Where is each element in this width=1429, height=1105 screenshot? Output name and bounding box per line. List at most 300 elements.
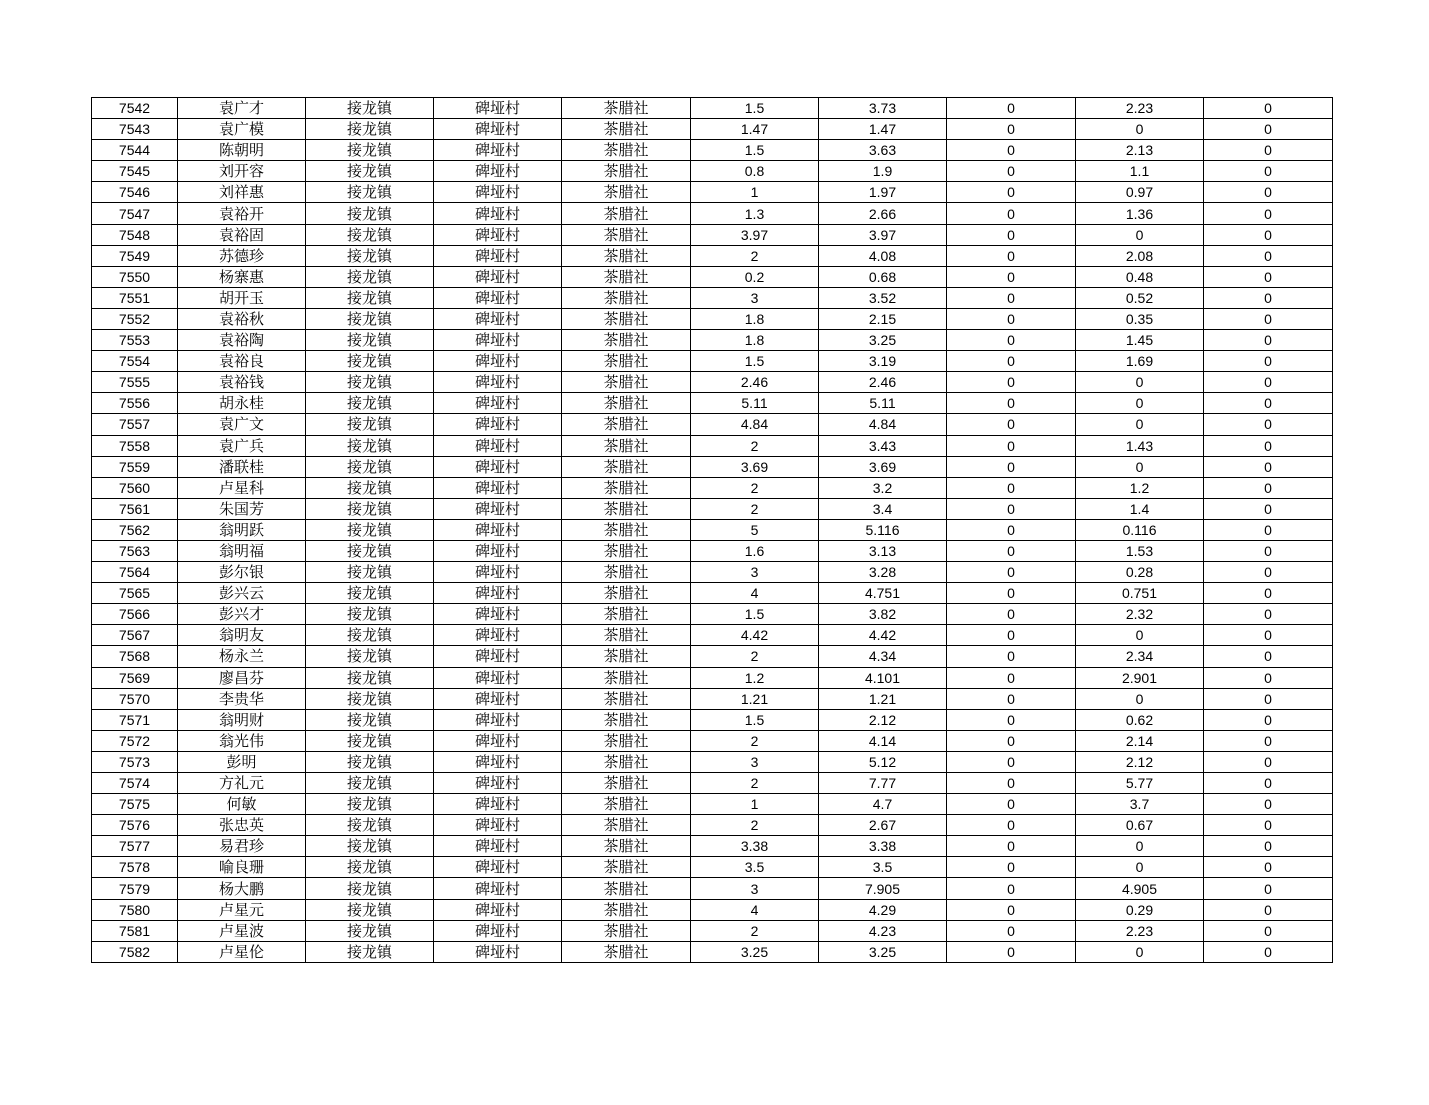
cell-name: 潘联桂 xyxy=(178,456,306,477)
cell-record-id: 7557 xyxy=(92,414,178,435)
cell-value-a: 1 xyxy=(691,182,819,203)
cell-value-b: 3.97 xyxy=(819,224,947,245)
table-row xyxy=(92,709,1333,730)
cell-value-c: 0 xyxy=(947,899,1076,920)
cell-value-d: 1.69 xyxy=(1076,351,1204,372)
cell-name: 方礼元 xyxy=(178,773,306,794)
cell-record-id: 7545 xyxy=(92,161,178,182)
cell-value-a: 1.21 xyxy=(691,688,819,709)
cell-group: 茶腊社 xyxy=(562,836,691,857)
cell-value-e: 0 xyxy=(1204,815,1333,836)
cell-value-e: 0 xyxy=(1204,245,1333,266)
cell-value-c: 0 xyxy=(947,815,1076,836)
cell-value-c: 0 xyxy=(947,351,1076,372)
cell-village: 碑垭村 xyxy=(434,203,562,224)
cell-group: 茶腊社 xyxy=(562,203,691,224)
cell-value-d: 3.7 xyxy=(1076,794,1204,815)
cell-village: 碑垭村 xyxy=(434,878,562,899)
cell-village: 碑垭村 xyxy=(434,287,562,308)
cell-value-e: 0 xyxy=(1204,688,1333,709)
cell-town: 接龙镇 xyxy=(306,625,434,646)
table-row xyxy=(92,794,1333,815)
table-row xyxy=(92,203,1333,224)
cell-value-b: 3.25 xyxy=(819,941,947,962)
cell-village: 碑垭村 xyxy=(434,625,562,646)
cell-group: 茶腊社 xyxy=(562,519,691,540)
cell-group: 茶腊社 xyxy=(562,245,691,266)
table-row xyxy=(92,646,1333,667)
cell-record-id: 7548 xyxy=(92,224,178,245)
cell-record-id: 7546 xyxy=(92,182,178,203)
cell-value-c: 0 xyxy=(947,308,1076,329)
cell-value-c: 0 xyxy=(947,519,1076,540)
cell-value-d: 0 xyxy=(1076,857,1204,878)
cell-village: 碑垭村 xyxy=(434,456,562,477)
cell-town: 接龙镇 xyxy=(306,857,434,878)
cell-village: 碑垭村 xyxy=(434,477,562,498)
cell-value-a: 2 xyxy=(691,477,819,498)
cell-record-id: 7550 xyxy=(92,266,178,287)
cell-name: 刘祥惠 xyxy=(178,182,306,203)
cell-value-b: 3.69 xyxy=(819,456,947,477)
cell-value-a: 5.11 xyxy=(691,393,819,414)
cell-value-d: 1.4 xyxy=(1076,498,1204,519)
cell-village: 碑垭村 xyxy=(434,266,562,287)
cell-value-e: 0 xyxy=(1204,498,1333,519)
cell-name: 杨大鹏 xyxy=(178,878,306,899)
cell-group: 茶腊社 xyxy=(562,773,691,794)
cell-value-b: 2.12 xyxy=(819,709,947,730)
cell-value-c: 0 xyxy=(947,98,1076,119)
cell-value-e: 0 xyxy=(1204,266,1333,287)
table-row xyxy=(92,414,1333,435)
cell-village: 碑垭村 xyxy=(434,182,562,203)
cell-value-a: 2 xyxy=(691,815,819,836)
cell-town: 接龙镇 xyxy=(306,308,434,329)
cell-town: 接龙镇 xyxy=(306,182,434,203)
cell-value-b: 4.29 xyxy=(819,899,947,920)
cell-value-d: 0.48 xyxy=(1076,266,1204,287)
cell-value-e: 0 xyxy=(1204,477,1333,498)
cell-village: 碑垭村 xyxy=(434,941,562,962)
table-row xyxy=(92,519,1333,540)
cell-value-e: 0 xyxy=(1204,224,1333,245)
cell-town: 接龙镇 xyxy=(306,393,434,414)
cell-value-c: 0 xyxy=(947,393,1076,414)
cell-value-b: 7.77 xyxy=(819,773,947,794)
cell-village: 碑垭村 xyxy=(434,604,562,625)
cell-village: 碑垭村 xyxy=(434,920,562,941)
table-row xyxy=(92,625,1333,646)
cell-group: 茶腊社 xyxy=(562,815,691,836)
cell-value-e: 0 xyxy=(1204,435,1333,456)
cell-value-c: 0 xyxy=(947,203,1076,224)
cell-record-id: 7570 xyxy=(92,688,178,709)
cell-town: 接龙镇 xyxy=(306,119,434,140)
data-table xyxy=(91,97,1333,963)
cell-value-c: 0 xyxy=(947,836,1076,857)
cell-name: 袁裕开 xyxy=(178,203,306,224)
cell-town: 接龙镇 xyxy=(306,498,434,519)
cell-value-c: 0 xyxy=(947,794,1076,815)
cell-town: 接龙镇 xyxy=(306,245,434,266)
cell-record-id: 7581 xyxy=(92,920,178,941)
cell-village: 碑垭村 xyxy=(434,351,562,372)
cell-town: 接龙镇 xyxy=(306,330,434,351)
cell-group: 茶腊社 xyxy=(562,878,691,899)
cell-village: 碑垭村 xyxy=(434,498,562,519)
cell-town: 接龙镇 xyxy=(306,920,434,941)
cell-record-id: 7544 xyxy=(92,140,178,161)
cell-value-e: 0 xyxy=(1204,920,1333,941)
cell-name: 杨永兰 xyxy=(178,646,306,667)
cell-village: 碑垭村 xyxy=(434,119,562,140)
cell-value-b: 4.14 xyxy=(819,730,947,751)
cell-group: 茶腊社 xyxy=(562,498,691,519)
table-row xyxy=(92,330,1333,351)
cell-record-id: 7552 xyxy=(92,308,178,329)
cell-value-a: 3 xyxy=(691,751,819,772)
cell-record-id: 7579 xyxy=(92,878,178,899)
cell-value-b: 5.11 xyxy=(819,393,947,414)
cell-town: 接龙镇 xyxy=(306,435,434,456)
cell-record-id: 7580 xyxy=(92,899,178,920)
cell-village: 碑垭村 xyxy=(434,308,562,329)
cell-value-a: 1.5 xyxy=(691,98,819,119)
table-row xyxy=(92,730,1333,751)
cell-value-a: 2 xyxy=(691,646,819,667)
cell-value-d: 2.12 xyxy=(1076,751,1204,772)
cell-name: 喻良珊 xyxy=(178,857,306,878)
cell-group: 茶腊社 xyxy=(562,646,691,667)
cell-town: 接龙镇 xyxy=(306,351,434,372)
table-row xyxy=(92,287,1333,308)
cell-village: 碑垭村 xyxy=(434,773,562,794)
cell-value-b: 4.751 xyxy=(819,583,947,604)
cell-record-id: 7567 xyxy=(92,625,178,646)
cell-village: 碑垭村 xyxy=(434,688,562,709)
cell-value-a: 1.5 xyxy=(691,604,819,625)
cell-value-a: 1.3 xyxy=(691,203,819,224)
cell-village: 碑垭村 xyxy=(434,857,562,878)
cell-name: 袁裕钱 xyxy=(178,372,306,393)
cell-value-a: 1.2 xyxy=(691,667,819,688)
cell-value-a: 2 xyxy=(691,435,819,456)
cell-value-a: 1.5 xyxy=(691,140,819,161)
cell-group: 茶腊社 xyxy=(562,794,691,815)
cell-value-e: 0 xyxy=(1204,182,1333,203)
cell-value-b: 0.68 xyxy=(819,266,947,287)
cell-value-d: 0.67 xyxy=(1076,815,1204,836)
cell-value-b: 3.43 xyxy=(819,435,947,456)
cell-value-b: 4.08 xyxy=(819,245,947,266)
cell-value-e: 0 xyxy=(1204,646,1333,667)
cell-name: 胡开玉 xyxy=(178,287,306,308)
cell-name: 袁广文 xyxy=(178,414,306,435)
cell-value-d: 0.116 xyxy=(1076,519,1204,540)
cell-value-d: 5.77 xyxy=(1076,773,1204,794)
cell-value-d: 1.36 xyxy=(1076,203,1204,224)
cell-value-e: 0 xyxy=(1204,519,1333,540)
cell-value-d: 0 xyxy=(1076,224,1204,245)
cell-village: 碑垭村 xyxy=(434,98,562,119)
cell-value-b: 4.34 xyxy=(819,646,947,667)
table-row xyxy=(92,920,1333,941)
table-body xyxy=(92,98,1333,963)
cell-value-d: 0 xyxy=(1076,688,1204,709)
cell-value-b: 3.19 xyxy=(819,351,947,372)
cell-village: 碑垭村 xyxy=(434,815,562,836)
cell-town: 接龙镇 xyxy=(306,899,434,920)
cell-group: 茶腊社 xyxy=(562,583,691,604)
table-row xyxy=(92,815,1333,836)
cell-value-c: 0 xyxy=(947,266,1076,287)
cell-value-d: 0.62 xyxy=(1076,709,1204,730)
cell-town: 接龙镇 xyxy=(306,604,434,625)
cell-village: 碑垭村 xyxy=(434,709,562,730)
cell-value-c: 0 xyxy=(947,773,1076,794)
table-row xyxy=(92,435,1333,456)
cell-town: 接龙镇 xyxy=(306,878,434,899)
table-row xyxy=(92,308,1333,329)
cell-value-d: 1.45 xyxy=(1076,330,1204,351)
cell-value-d: 4.905 xyxy=(1076,878,1204,899)
cell-value-e: 0 xyxy=(1204,773,1333,794)
cell-value-c: 0 xyxy=(947,667,1076,688)
cell-value-e: 0 xyxy=(1204,941,1333,962)
cell-group: 茶腊社 xyxy=(562,604,691,625)
cell-value-d: 0.97 xyxy=(1076,182,1204,203)
cell-value-b: 1.47 xyxy=(819,119,947,140)
cell-value-d: 2.23 xyxy=(1076,98,1204,119)
cell-record-id: 7563 xyxy=(92,540,178,561)
cell-value-b: 1.9 xyxy=(819,161,947,182)
cell-value-a: 3 xyxy=(691,287,819,308)
cell-value-e: 0 xyxy=(1204,562,1333,583)
cell-town: 接龙镇 xyxy=(306,815,434,836)
cell-value-e: 0 xyxy=(1204,583,1333,604)
cell-value-d: 0.52 xyxy=(1076,287,1204,308)
cell-value-c: 0 xyxy=(947,646,1076,667)
cell-name: 易君珍 xyxy=(178,836,306,857)
table-row xyxy=(92,941,1333,962)
table-row xyxy=(92,604,1333,625)
cell-value-b: 5.116 xyxy=(819,519,947,540)
cell-value-c: 0 xyxy=(947,941,1076,962)
cell-value-b: 1.97 xyxy=(819,182,947,203)
cell-value-a: 3.5 xyxy=(691,857,819,878)
cell-record-id: 7547 xyxy=(92,203,178,224)
cell-value-c: 0 xyxy=(947,372,1076,393)
cell-value-c: 0 xyxy=(947,562,1076,583)
cell-value-a: 4.42 xyxy=(691,625,819,646)
cell-value-a: 4 xyxy=(691,583,819,604)
table-row xyxy=(92,751,1333,772)
cell-value-c: 0 xyxy=(947,709,1076,730)
cell-group: 茶腊社 xyxy=(562,920,691,941)
cell-record-id: 7569 xyxy=(92,667,178,688)
cell-town: 接龙镇 xyxy=(306,372,434,393)
cell-value-c: 0 xyxy=(947,498,1076,519)
cell-value-c: 0 xyxy=(947,140,1076,161)
cell-value-a: 1.8 xyxy=(691,308,819,329)
cell-name: 袁裕良 xyxy=(178,351,306,372)
cell-name: 卢星元 xyxy=(178,899,306,920)
cell-value-b: 4.7 xyxy=(819,794,947,815)
table-row xyxy=(92,372,1333,393)
cell-value-c: 0 xyxy=(947,878,1076,899)
table-row xyxy=(92,456,1333,477)
cell-group: 茶腊社 xyxy=(562,667,691,688)
cell-name: 廖昌芬 xyxy=(178,667,306,688)
cell-value-e: 0 xyxy=(1204,625,1333,646)
cell-name: 卢星伦 xyxy=(178,941,306,962)
cell-town: 接龙镇 xyxy=(306,456,434,477)
cell-group: 茶腊社 xyxy=(562,857,691,878)
cell-value-b: 2.67 xyxy=(819,815,947,836)
cell-town: 接龙镇 xyxy=(306,836,434,857)
cell-town: 接龙镇 xyxy=(306,941,434,962)
cell-value-a: 2 xyxy=(691,773,819,794)
cell-value-b: 5.12 xyxy=(819,751,947,772)
cell-value-b: 2.46 xyxy=(819,372,947,393)
cell-town: 接龙镇 xyxy=(306,646,434,667)
table-row xyxy=(92,773,1333,794)
cell-name: 翁明财 xyxy=(178,709,306,730)
cell-village: 碑垭村 xyxy=(434,730,562,751)
cell-village: 碑垭村 xyxy=(434,794,562,815)
cell-name: 翁明友 xyxy=(178,625,306,646)
table-row xyxy=(92,498,1333,519)
cell-value-c: 0 xyxy=(947,540,1076,561)
cell-value-d: 0 xyxy=(1076,372,1204,393)
cell-town: 接龙镇 xyxy=(306,266,434,287)
cell-record-id: 7542 xyxy=(92,98,178,119)
cell-value-b: 3.25 xyxy=(819,330,947,351)
cell-value-d: 0 xyxy=(1076,625,1204,646)
cell-town: 接龙镇 xyxy=(306,709,434,730)
cell-town: 接龙镇 xyxy=(306,667,434,688)
cell-value-c: 0 xyxy=(947,857,1076,878)
cell-value-e: 0 xyxy=(1204,456,1333,477)
cell-value-a: 3 xyxy=(691,562,819,583)
cell-value-d: 0.35 xyxy=(1076,308,1204,329)
cell-name: 卢星波 xyxy=(178,920,306,941)
cell-value-d: 0 xyxy=(1076,414,1204,435)
cell-value-c: 0 xyxy=(947,414,1076,435)
cell-value-a: 0.8 xyxy=(691,161,819,182)
cell-record-id: 7556 xyxy=(92,393,178,414)
cell-value-e: 0 xyxy=(1204,372,1333,393)
table-row xyxy=(92,562,1333,583)
cell-town: 接龙镇 xyxy=(306,98,434,119)
cell-group: 茶腊社 xyxy=(562,456,691,477)
cell-town: 接龙镇 xyxy=(306,477,434,498)
cell-village: 碑垭村 xyxy=(434,646,562,667)
cell-value-d: 2.23 xyxy=(1076,920,1204,941)
cell-value-b: 4.23 xyxy=(819,920,947,941)
cell-record-id: 7566 xyxy=(92,604,178,625)
cell-value-a: 1.8 xyxy=(691,330,819,351)
cell-value-e: 0 xyxy=(1204,836,1333,857)
cell-value-a: 1.6 xyxy=(691,540,819,561)
cell-value-a: 5 xyxy=(691,519,819,540)
cell-group: 茶腊社 xyxy=(562,351,691,372)
cell-record-id: 7553 xyxy=(92,330,178,351)
cell-value-e: 0 xyxy=(1204,393,1333,414)
table-row xyxy=(92,245,1333,266)
cell-group: 茶腊社 xyxy=(562,393,691,414)
cell-value-b: 3.5 xyxy=(819,857,947,878)
cell-group: 茶腊社 xyxy=(562,540,691,561)
cell-group: 茶腊社 xyxy=(562,625,691,646)
cell-record-id: 7574 xyxy=(92,773,178,794)
cell-record-id: 7577 xyxy=(92,836,178,857)
table-row xyxy=(92,857,1333,878)
cell-value-c: 0 xyxy=(947,583,1076,604)
cell-name: 彭尔银 xyxy=(178,562,306,583)
cell-name: 彭兴云 xyxy=(178,583,306,604)
cell-value-a: 3.38 xyxy=(691,836,819,857)
cell-town: 接龙镇 xyxy=(306,562,434,583)
cell-value-a: 2 xyxy=(691,920,819,941)
cell-value-b: 1.21 xyxy=(819,688,947,709)
cell-group: 茶腊社 xyxy=(562,899,691,920)
cell-name: 卢星科 xyxy=(178,477,306,498)
cell-value-e: 0 xyxy=(1204,751,1333,772)
cell-village: 碑垭村 xyxy=(434,435,562,456)
cell-record-id: 7571 xyxy=(92,709,178,730)
cell-name: 袁裕陶 xyxy=(178,330,306,351)
cell-group: 茶腊社 xyxy=(562,477,691,498)
cell-village: 碑垭村 xyxy=(434,751,562,772)
table-row xyxy=(92,688,1333,709)
cell-value-d: 0 xyxy=(1076,836,1204,857)
table-row xyxy=(92,351,1333,372)
cell-value-a: 3 xyxy=(691,878,819,899)
cell-name: 袁裕固 xyxy=(178,224,306,245)
cell-name: 张忠英 xyxy=(178,815,306,836)
cell-value-a: 2 xyxy=(691,730,819,751)
cell-value-c: 0 xyxy=(947,456,1076,477)
cell-value-e: 0 xyxy=(1204,540,1333,561)
cell-record-id: 7543 xyxy=(92,119,178,140)
cell-value-b: 4.101 xyxy=(819,667,947,688)
cell-value-c: 0 xyxy=(947,751,1076,772)
cell-name: 袁裕秋 xyxy=(178,308,306,329)
cell-village: 碑垭村 xyxy=(434,245,562,266)
cell-value-c: 0 xyxy=(947,477,1076,498)
cell-value-e: 0 xyxy=(1204,899,1333,920)
cell-value-a: 4.84 xyxy=(691,414,819,435)
cell-group: 茶腊社 xyxy=(562,287,691,308)
cell-value-c: 0 xyxy=(947,688,1076,709)
cell-value-e: 0 xyxy=(1204,203,1333,224)
table-row xyxy=(92,161,1333,182)
cell-name: 翁明跃 xyxy=(178,519,306,540)
cell-group: 茶腊社 xyxy=(562,435,691,456)
cell-name: 杨寨惠 xyxy=(178,266,306,287)
cell-record-id: 7562 xyxy=(92,519,178,540)
cell-value-e: 0 xyxy=(1204,878,1333,899)
cell-value-c: 0 xyxy=(947,287,1076,308)
cell-value-d: 0.28 xyxy=(1076,562,1204,583)
cell-value-e: 0 xyxy=(1204,667,1333,688)
cell-record-id: 7572 xyxy=(92,730,178,751)
cell-record-id: 7564 xyxy=(92,562,178,583)
cell-value-c: 0 xyxy=(947,182,1076,203)
cell-value-a: 2 xyxy=(691,245,819,266)
